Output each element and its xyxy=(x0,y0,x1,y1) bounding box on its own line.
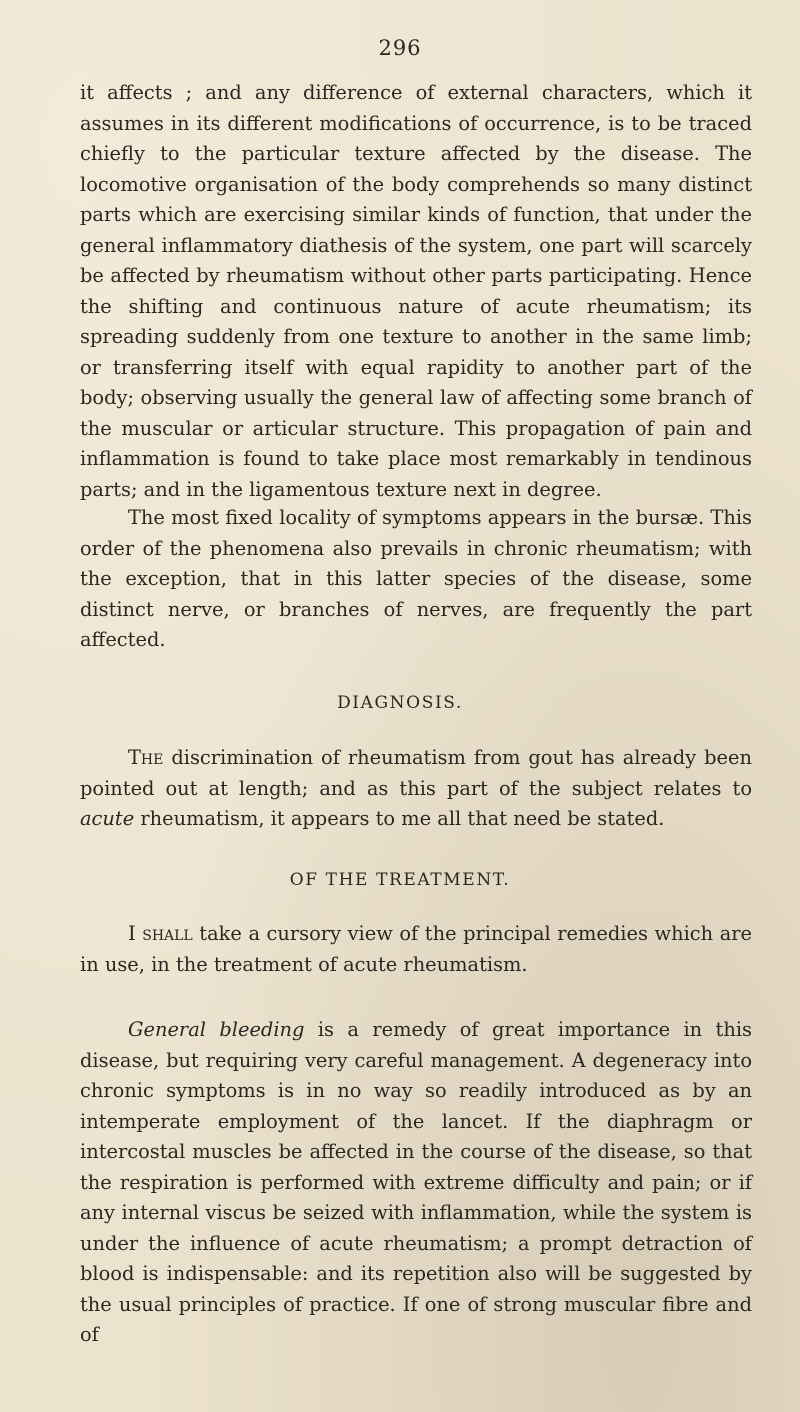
paragraph-diagnosis-tail: rheumatism, it appears to me all that need be stated. xyxy=(134,807,665,830)
italic-general-bleeding: General bleeding xyxy=(128,1018,305,1041)
lead-word: The xyxy=(128,746,164,769)
paragraph-bursae: The most fixed locality of symptoms appears in the bursæ. This order of the phenomena also prevails in chronic rheumatism; with the exception, that in this latter species of the disease, some distinct nerve, or branches of nerves, are frequently the part affected. xyxy=(80,506,752,651)
italic-acute: acute xyxy=(80,807,135,830)
heading-treatment: OF THE TREATMENT. xyxy=(289,870,511,890)
paragraph-rheumatism-texture: it affects ; and any difference of external characters, which it assumes in its different modifications of occurrence, is to be traced chiefly to the particular texture affected by the disease. The locomotive organisation of the body comprehends so many distinct parts which are exercising similar kinds of function, that under the general inflammatory diathesis of the system, one part will scarcely be affected by rheumatism without other parts participating. Hence the shifting and continuous nature of acute rheumatism; its spreading suddenly from one texture to another in the same limb; or transferring itself with equal rapidity to another part of the body; observing usually the general law of affecting some branch of the muscular or articular structure. This propagation of pain and inflammation is found to take place most remarkably in tendinous parts; and in the ligamentous texture next in degree. xyxy=(80,81,752,501)
page-number: 296 xyxy=(378,36,422,60)
paragraph-treatment-intro xyxy=(80,919,752,980)
paragraph-diagnosis-text: discrimination of rheumatism from gout has already been pointed out at length; and as this part of the subject relates to xyxy=(80,746,752,800)
paragraph-general-bleeding-text: is a remedy of great importance in this disease, but requiring very careful management. A degeneracy into chronic symptoms is in no way so readily introduced as by an intemperate employment of the lancet. If the diaphragm or intercostal muscles be affected in the course of the disease, so that the respiration is performed with extreme difficulty and pain; or if any internal viscus be seized with inflammation, while the system is under the influence of acute rheumatism; a prompt detraction of blood is indispensable: and its repetition also will be suggested by the usual principles of practice. If one of strong muscular fibre and of xyxy=(80,1018,752,1346)
paragraph-general-bleeding xyxy=(80,1015,752,1351)
paragraph-diagnosis xyxy=(80,743,752,835)
lead-words: I shall xyxy=(128,922,193,945)
heading-diagnosis: DIAGNOSIS. xyxy=(337,693,463,713)
paragraph-treatment-intro-text: take a cursory view of the principal remedies which are in use, in the treatment of acute rheumatism. xyxy=(80,922,753,976)
